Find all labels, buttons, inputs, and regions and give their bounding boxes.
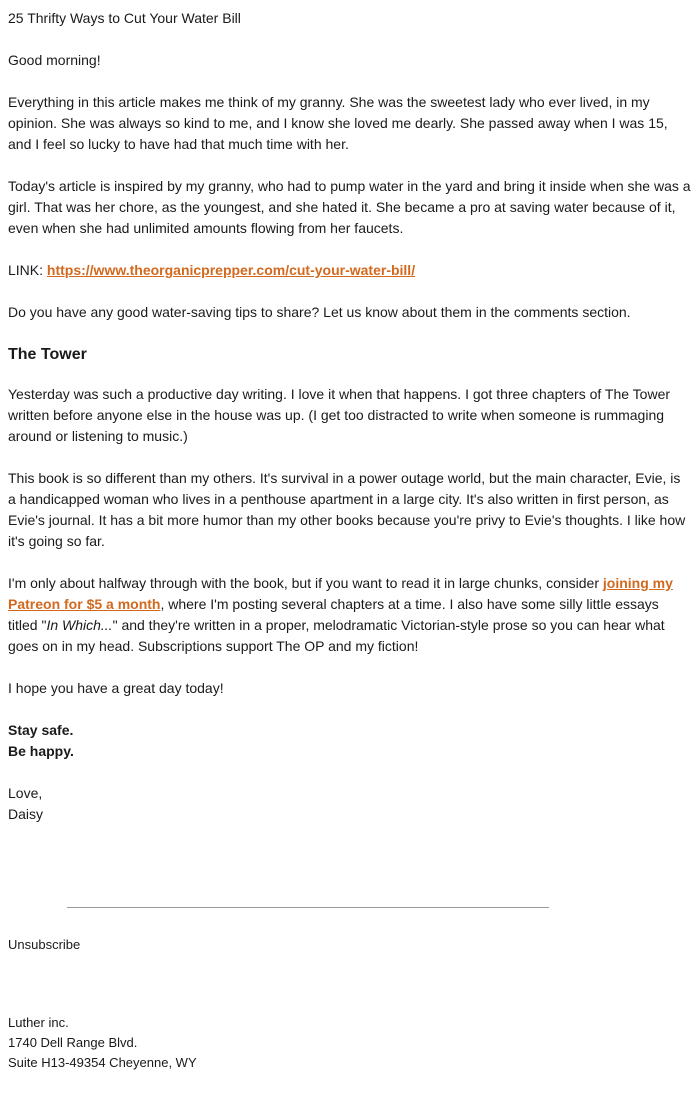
company-address (8, 1013, 197, 1073)
granny-paragraph-1: Everything in this article makes me think of my granny. She was the sweetest lady who ever lived, in my opinion. She was always so kind to me, and I know she loved me dearly. She passed away when I was 15, and I feel so lucky to have had that much time with her. (8, 94, 668, 152)
patreon-text-start: I'm only about halfway through with the book, but if you want to read it in large chunks, consider (8, 575, 603, 591)
tower-paragraph-1: Yesterday was such a productive day writing. I love it when that happens. I got three chapters of The Tower written before anyone else in the house was up. (I get too distracted to write when someone is rummaging around or listening to music.) (8, 386, 671, 444)
email-body (8, 8, 692, 825)
link-prefix: LINK: (8, 262, 47, 278)
article-title: 25 Thrifty Ways to Cut Your Water Bill (8, 10, 241, 26)
signoff-be-happy: Be happy. (8, 743, 74, 759)
patreon-text-mid: , where I'm posting several chapters at a time. I also have some silly little essays titled " (8, 596, 659, 633)
patreon-paragraph (8, 573, 692, 657)
closing: Love, (8, 785, 43, 801)
patreon-text-end: " and they're written in a proper, melodramatic Victorian-style prose so you can hear what goes on in my head. Subscriptions support The OP and my fiction! (8, 617, 665, 654)
great-day-paragraph: I hope you have a great day today! (8, 680, 224, 696)
unsubscribe-link[interactable]: Unsubscribe (8, 937, 81, 952)
address-line-2: Suite H13-49354 Cheyenne, WY (8, 1055, 197, 1070)
greeting: Good morning! (8, 52, 101, 68)
granny-paragraph-2: Today's article is inspired by my granny, who had to pump water in the yard and bring it inside when she was a girl. That was her chore, as the youngest, and she hated it. She became a pro at saving water because of it, even when she had unlimited amounts flowing from her faucets. (8, 178, 691, 236)
tower-heading: The Tower (8, 346, 87, 363)
tower-paragraph-2: This book is so different than my others. It's survival in a power outage world, but the main character, Evie, is a handicapped woman who lives in a penthouse apartment in a large city. It's also written in first person, as Evie's journal. It has a bit more humor than my other books because you're privy to Evie's thoughts. I like how it's going so far. (8, 470, 686, 549)
signoff-stay-safe: Stay safe. (8, 722, 74, 738)
essay-title: In Which... (46, 617, 113, 633)
signature: Daisy (8, 806, 44, 822)
tips-paragraph: Do you have any good water-saving tips to share? Let us know about them in the comments section. (8, 304, 631, 320)
patreon-link[interactable]: joining my Patreon for $5 a month (8, 575, 673, 612)
company-name: Luther inc. (8, 1015, 69, 1030)
article-link-line (8, 260, 692, 281)
footer-divider (67, 907, 549, 908)
article-link[interactable]: https://www.theorganicprepper.com/cut-your-water-bill/ (46, 262, 416, 278)
address-line-1: 1740 Dell Range Blvd. (8, 1035, 138, 1050)
